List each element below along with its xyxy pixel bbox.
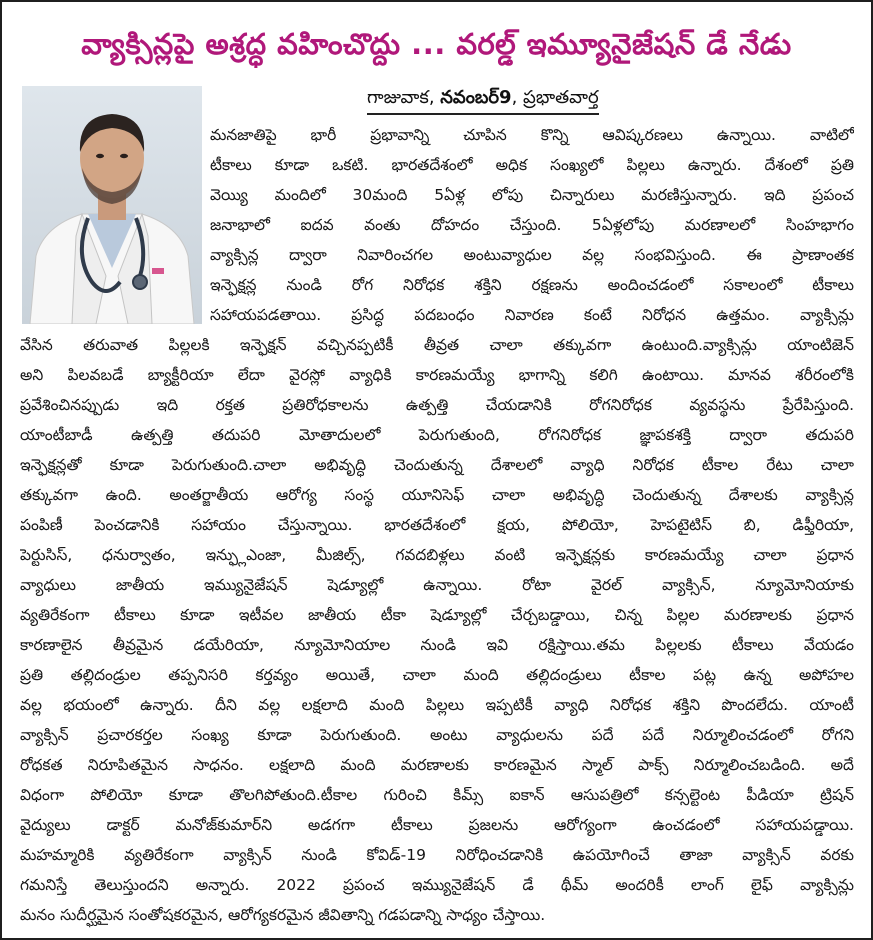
article-line: వైద్యులు డాక్టర్ మనోజ్‌కుమార్‌ని అడగగా టీకాలు ప్రజలను ఆరోగ్యంగా ఉంచడంలో సహాయపడ్డాయి. <box>20 816 854 834</box>
article-line: ప్రవేశించినప్పుడు ఇది రక్తత ప్రతిరోధకాలను ఉత్పత్తి చేయడానికి రోగనిరోధక వ్యవస్థను ప్రేరేపిస్తుంది. <box>20 396 854 414</box>
dateline-place: గాజువాక <box>367 87 429 108</box>
article-line: విధంగా పోలియో కూడా తొలగిపోతుంది.టీకాల గురించి కిమ్స్ ఐకాన్ ఆసుపత్రిలో కన్సల్టెంట పీడియా ట్రిషన్ <box>20 786 854 804</box>
article-line: రోధకత నిరూపితమైన సాధనం. లక్షలాది మంది మరణాలకు కారణమైన స్మాల్ పాక్స్ నిర్మూలించబడింది. అదే <box>20 756 854 774</box>
article-line: పెర్టుసిస్, ధనుర్వాతం, ఇన్ఫ్లుఎంజా, మీజిల్స్, గవదబిళ్లలు వంటి ఇన్ఫెక్షన్లకు కారణమయ్యే చాలా ప్రధాన <box>20 546 854 564</box>
article-line: వ్యాక్సిన్ ప్రచారకర్తల సంఖ్య కూడా పెరుగుతుంది. అంటు వ్యాధులను పదే పదే నిర్మూలించడంలో రోగని <box>20 726 854 744</box>
article-line: తక్కువగా ఉంది. అంతర్జాతీయ ఆరోగ్య సంస్థ యూనిసెఫ్ చాలా అభివృద్ధి చెందుతున్న దేశాలకు వ్యాక్సిన్ల <box>20 486 854 504</box>
article-line: ఇన్ఫెక్షన్లతో కూడా పెరుగుతుంది.చాలా అభివృద్ధి చెందుతున్న దేశాలలో వ్యాధి నిరోధక టీకాల రేటు చాలా <box>20 456 854 474</box>
article-line: వ్యతిరేకంగా టీకాలు కూడా ఇటీవల జాతీయ టీకా షెడ్యూల్లో చేర్చబడ్డాయి, చిన్న పిల్లల మరణాలకు ప్రధాన <box>20 606 854 624</box>
article-body <box>20 120 854 932</box>
article-line: మహమ్మారికి వ్యతిరేకంగా వ్యాక్సిన్ నుండి కోవిడ్-19 నిరోధించడానికి ఉపయోగించే తాజా వ్యాక్సిన్ వరకు <box>20 846 854 864</box>
dateline: గాజువాక, నవంబర్9, ప్రభాతవార్త <box>367 84 599 115</box>
article-line: వల్ల భయంలో ఉన్నారు. దీని వల్ల లక్షలాది మంది పిల్లలు ఇప్పటికీ వ్యాధి నిరోధక శక్తిని పొందలేదు. యాంటీ <box>20 696 854 714</box>
article-line: పంపిణీ పెంచడానికి సహాయం చేస్తున్నాయి. భారతదేశంలో క్షయ, పోలియో, హెపటైటిస్ బి, డిఫ్తీరియా, <box>20 516 854 534</box>
dateline-date: నవంబర్9 <box>440 87 512 108</box>
dateline-source: ప్రభాతవార్త <box>523 87 599 108</box>
article-line: వ్యాధులు జాతీయ ఇమ్యునైజేషన్ షెడ్యూల్లో ఉన్నాయి. రోటా వైరల్ వ్యాక్సిన్, న్యూమోనియాకు <box>20 576 854 594</box>
headline: వ్యాక్సిన్లపై అశ్రద్ధ వహించొద్దు ... వరల్డ్ ఇమ్యూనైజేషన్ డే నేడు <box>81 27 792 61</box>
article-line: వెయ్యి మందిలో 30మంది 5ఏళ్ల లోపు చిన్నారులు మరణిస్తున్నారు. ఇది ప్రపంచ <box>210 186 854 204</box>
article-line: వేసిన తరువాత పిల్లలకి ఇన్ఫెక్షన్ వచ్చినప్పటికీ తీవ్రత చాలా తక్కువగా ఉంటుంది.వ్యాక్సిన్లు యాంటిజెన్ <box>20 336 854 354</box>
article-line: వ్యాక్సిన్ల ద్వారా నివారించగల అంటువ్యాధుల వల్ల సంభవిస్తుంది. ఈ ప్రాణాంతక <box>210 246 854 264</box>
article-line: ప్రతి తల్లిదండ్రుల తప్పనిసరి కర్తవ్యం అయితే, చాలా మంది తల్లిదండ్రులు టీకాల పట్ల ఉన్న అపోహల <box>20 666 854 684</box>
article-line: మనం సుదీర్ఘమైన సంతోషకరమైన, ఆరోగ్యకరమైన జీవితాన్ని గడపడాన్ని సాధ్యం చేస్తాయి. <box>20 906 546 924</box>
article-line: ఇన్ఫెక్షన్ల నుండి రోగ నిరోధక శక్తిని రక్షణను అందించడంలో సకాలంలో టీకాలు <box>210 276 854 294</box>
article-line: మనజాతిపై భారీ ప్రభావాన్ని చూపిన కొన్ని ఆవిష్కరణలు ఉన్నాయి. వాటిలో <box>210 126 854 144</box>
article-line: యాంటీబాడీ ఉత్పత్తి తదుపరి మోతాదులలో పెరుగుతుంది, రోగనిరోధక జ్ఞాపకశక్తి ద్వారా తదుపరి <box>20 426 854 444</box>
article-line: జనాభాలో ఐదవ వంతు దోహదం చేస్తుంది. 5ఏళ్లలోపు మరణాలలో సింహభాగం <box>210 216 854 234</box>
article-line: కారణాలైన తీవ్రమైన డయేరియా, న్యూమోనియాల నుండి ఇవి రక్షిస్తాయి.తమ పిల్లలకు టీకాలు వేయడం <box>20 636 854 654</box>
article-line: సహాయపడతాయి. ప్రసిద్ధ పదబంధం నివారణ కంటే నిరోధన ఉత్తమం. వ్యాక్సిన్లు <box>210 306 854 324</box>
article-line: అని పిలవబడే బ్యాక్టీరియా లేదా వైరస్లో వ్యాధికి కారణమయ్యే భాగాన్ని కలిగి ఉంటాయి. మానవ శరీరంలోకి <box>20 366 854 384</box>
article-line: గమనిస్తే తెలుస్తుందని అన్నారు. 2022 ప్రపంచ ఇమ్యునైజేషన్ డే థీమ్ అందరికీ లాంగ్ లైఫ్ వ్యాక్సిన్లు <box>20 876 854 894</box>
article-line: టీకాలు కూడా ఒకటి. భారతదేశంలో అధిక సంఖ్యలో పిల్లలు ఉన్నారు. దేశంలో ప్రతి <box>210 156 854 174</box>
